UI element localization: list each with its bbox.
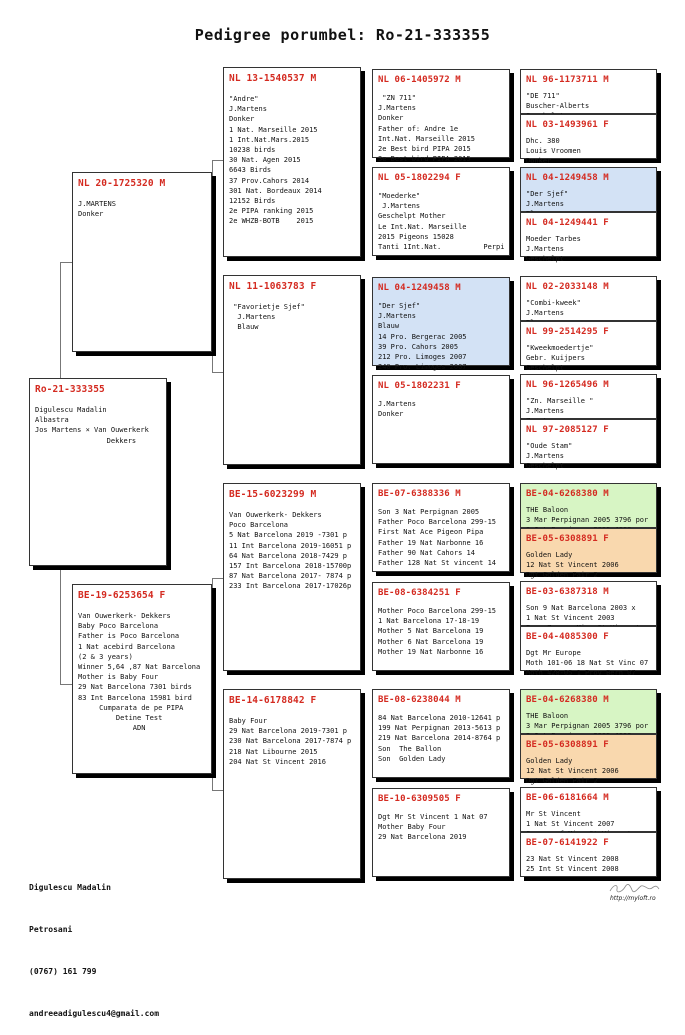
connector-line: [364, 110, 365, 215]
pedigree-card-gen4-11: [520, 626, 657, 678]
card-line: Blauw: [378, 322, 400, 331]
card-line: Donker: [378, 410, 404, 419]
ring-number: NL 04-1249458 M: [526, 173, 609, 183]
card-line: 23 Nat St Vincent 2008: [526, 855, 619, 863]
ring-number: NL 04-1249441 F: [526, 218, 609, 228]
card-line: Buscher-Alberts: [526, 102, 590, 111]
ring-number: BE-08-6384251 F: [378, 588, 461, 598]
pedigree-card-gen4-4: [520, 276, 657, 321]
pedigree-card-gen4-2: [520, 167, 657, 212]
card-line: 25 Int St Vincent 2008: [526, 865, 619, 874]
ring-number: NL 97-2085127 F: [526, 425, 609, 435]
card-line: 3 Mar Perpignan 2005 3796 por: [526, 722, 649, 731]
ring-number: NL 02-2033148 M: [526, 282, 609, 292]
card-line: Son Golden Lady: [378, 754, 446, 763]
card-line: "Andre": [229, 95, 259, 103]
ring-number: NL 20-1725320 M: [78, 178, 166, 189]
pedigree-card-gen3-7: [372, 788, 510, 877]
card-line: "Favorietje Sjef": [229, 303, 305, 311]
ring-number: BE-04-6268380 M: [526, 489, 609, 499]
card-line: Golden Lady: [526, 551, 573, 559]
card-line: Mother Baby Four: [378, 823, 446, 832]
card-line: 29 Nat Barcelona 2019: [378, 833, 467, 842]
card-line: 3e Best bird PIPA 2015: [378, 155, 471, 164]
connector-line: [364, 528, 365, 633]
card-line: Dgt Golden Pair 2: [526, 777, 598, 786]
pedigree-card-gen4-5: [520, 321, 657, 373]
card-line: ADN: [78, 724, 146, 733]
ring-number: BE-03-6387318 M: [526, 587, 609, 597]
ring-number: NL 06-1405972 M: [378, 75, 461, 85]
card-line: "Zn. Marseille ": [526, 397, 594, 405]
card-line: Mother Poco Barcelona 299-15: [378, 607, 497, 615]
card-line: "Der Sjef": [378, 302, 421, 310]
ring-number: BE-05-6308891 F: [526, 534, 609, 544]
card-line: 219 Nat Barcelona 2014-8764 p: [378, 734, 501, 743]
connector-line: [212, 790, 223, 791]
card-line: J.Martens: [526, 245, 564, 254]
connector-line: [60, 262, 72, 263]
pedigree-card-gen4-12: [520, 689, 657, 734]
card-line: Blauw: [229, 323, 259, 332]
owner-contact: [29, 853, 159, 1035]
card-line: 1 Nat. Marseille 2015: [229, 125, 318, 134]
card-line: 87 Nat Barcelona 2017- 7874 p: [229, 572, 352, 581]
card-line: 240 Pro. Limoges 2007: [378, 363, 467, 372]
pedigree-card-gen3-0: [372, 69, 510, 164]
card-line: THE Baloon: [526, 506, 569, 514]
card-line: 199 Nat Perpignan 2013-5613 p: [378, 724, 501, 733]
card-line: Father Poco Barcelona 299-15: [378, 518, 497, 527]
ring-number: NL 04-1249458 M: [378, 283, 461, 293]
card-line: Moth 428-05 1 Prov Bern 07: [526, 669, 636, 678]
card-line: 212 Pro. Limoges 2007: [378, 353, 467, 362]
connector-line: [60, 684, 72, 685]
card-line: Gebr. Kuijpers: [526, 354, 586, 363]
card-line: Golden Lady: [526, 757, 573, 765]
card-line: 157 Int Barcelona 2018-15700p: [229, 562, 352, 571]
ring-number: BE-08-6238044 M: [378, 695, 461, 705]
card-line: (2 & 3 years): [78, 652, 133, 661]
card-line: Geschelpt Mother: [378, 212, 446, 221]
card-line: 3 Mar Perpignan 2005 3796 por: [526, 516, 649, 525]
card-line: 301 Nat. Bordeaux 2014: [229, 186, 322, 195]
card-line: 230 Nat Barcelona 2017-7874 p: [229, 737, 352, 746]
ring-number: BE-04-6268380 M: [526, 695, 609, 705]
card-line: Moth 101-06 18 Nat St Vinc 07: [526, 659, 649, 668]
card-line: Mr St Vincent: [526, 810, 581, 818]
signature-icon: [608, 882, 660, 894]
card-line: "Moederke": [378, 192, 421, 200]
owner-name: Digulescu Madalin: [29, 883, 111, 892]
pedigree-card-gen3-1: [372, 167, 510, 256]
card-line: 1 Int.Nat.Mars.2015: [229, 135, 310, 144]
card-line: Digulescu Madalin: [35, 406, 107, 414]
pedigree-card-dam: [72, 584, 212, 774]
card-line: "Combi-kweek": [526, 299, 581, 307]
ring-number: BE-05-6308891 F: [526, 740, 609, 750]
connector-line: [364, 322, 365, 427]
ring-number: BE-07-6141922 F: [526, 838, 609, 848]
card-line: J.Martens: [526, 452, 564, 461]
card-line: J.Martens: [378, 312, 416, 321]
ring-number: BE-06-6181664 M: [526, 793, 609, 803]
logo-url[interactable]: http://myloft.ro: [610, 895, 656, 902]
card-line: 5 Nat Barcelona 2019 -7301 p: [229, 531, 348, 540]
connector-line: [212, 372, 223, 373]
card-line: 30 Nat. Agen 2015: [229, 156, 301, 165]
card-line: J.Martens: [378, 400, 416, 408]
pedigree-card-gen3-6: [372, 689, 510, 778]
card-line: Dgt Golden Pair 2: [526, 571, 598, 580]
owner-phone: (0767) 161 799: [29, 967, 97, 976]
connector-line: [212, 160, 223, 161]
ring-number: NL 05-1802231 F: [378, 381, 461, 391]
connector-line: [212, 160, 213, 372]
owner-city: Petrosani: [29, 925, 73, 934]
card-line: 204 Nat St Vincent 2016: [229, 757, 326, 766]
card-line: Dgt Mr Europe: [526, 649, 581, 657]
card-line: Geschelpt: [526, 364, 564, 373]
card-line: 1 Nat acebird Barcelona: [78, 642, 175, 651]
card-line: 39 Pro. Cahors 2005: [378, 342, 459, 351]
card-line: Van Ouwerkerk- Dekkers: [229, 511, 322, 519]
card-line: Int.Nat. Marseille 2015: [378, 134, 475, 143]
card-line: 37 Prov.Cahors 2014: [229, 176, 310, 185]
card-line: Dhc. 380: [526, 137, 560, 145]
pedigree-card-sire: [72, 172, 212, 352]
card-line: Dgt Mr St Vincent 1 Nat 07: [378, 813, 488, 821]
ring-number: NL 11-1063783 F: [229, 281, 317, 292]
card-line: 2e Best bird PIPA 2015: [378, 145, 471, 154]
card-line: Father 128 Nat St vincent 14: [378, 559, 497, 568]
card-line: Donker: [78, 210, 104, 219]
pedigree-card-gen3-4: [372, 483, 510, 572]
card-line: 14 Pro. Bergerac 2005: [378, 332, 467, 341]
card-line: Father 90 Nat Cahors 14: [378, 548, 475, 557]
card-line: Mother is Baby Four: [78, 673, 159, 682]
page-title: Pedigree porumbel: Ro-21-333355: [194, 26, 491, 44]
ring-number: BE-07-6388336 M: [378, 489, 461, 499]
card-line: Cumparata de pe PIPA: [78, 703, 184, 712]
card-line: 12 Nat St Vincent 2006: [526, 561, 619, 570]
card-line: 1 Nat St Vincent 2007: [526, 820, 615, 829]
card-line: J.MARTENS: [78, 200, 116, 208]
card-line: Geschelpt: [526, 462, 564, 471]
card-line: J.Martens: [526, 200, 564, 209]
card-line: Father of: Andre 1e: [378, 124, 459, 133]
card-line: 84 Nat Barcelona 2010-12641 p: [378, 714, 501, 722]
pedigree-card-gen4-14: [520, 787, 657, 832]
ring-number: NL 99-2514295 F: [526, 327, 609, 337]
ring-number: Ro-21-333355: [35, 384, 105, 395]
card-line: First Nat Ace Pigeon Pipa: [378, 528, 484, 537]
card-line: J.Martens: [526, 407, 564, 416]
card-line: 83 Int Barcelona 15981 bird: [78, 693, 192, 702]
card-line: 6643 Birds: [229, 166, 272, 175]
pedigree-card-gen4-13: [520, 734, 657, 786]
card-line: J.Martens: [378, 202, 421, 211]
ring-number: NL 96-1265496 M: [526, 380, 609, 390]
card-line: Winner 5,64 ,87 Nat Barcelona: [78, 663, 201, 672]
card-line: Mother 5 Nat Barcelona 19: [378, 627, 484, 636]
pedigree-card-gen2-3: [223, 689, 361, 879]
card-line: THE Baloon: [526, 712, 569, 720]
card-line: Father 19 Nat Narbonne 16: [378, 538, 484, 547]
card-line: Donker: [378, 114, 404, 123]
pedigree-card-gen4-9: [520, 528, 657, 580]
myloft-logo: [606, 882, 664, 906]
pedigree-card-subject: [29, 378, 167, 566]
pedigree-card-gen3-3: [372, 375, 510, 464]
ring-number: NL 13-1540537 M: [229, 73, 317, 84]
connector-line: [212, 578, 213, 790]
card-line: "Der Sjef": [526, 190, 569, 198]
card-line: "Kweekmoedertje": [526, 344, 594, 352]
ring-number: BE-10-6309505 F: [378, 794, 461, 804]
card-line: 2e WHZB-BOTB 2015: [229, 217, 314, 226]
card-line: J.Martens: [378, 104, 416, 113]
card-line: Poco Barcelona: [229, 521, 289, 530]
pedigree-card-gen4-0: [520, 69, 657, 114]
card-line: 29 Nat Barcelona 2019-7301 p: [229, 727, 348, 736]
card-line: 1 Nat St Vincent 2003: [526, 614, 615, 623]
card-line: Father is Poco Barcelona: [78, 632, 180, 641]
pedigree-card-gen2-1: [223, 275, 361, 465]
card-line: "Oude Stam": [526, 442, 573, 450]
card-line: 10238 birds: [229, 146, 276, 155]
card-line: Jos Martens × Van Ouwerkerk: [35, 426, 149, 435]
card-line: Mother 19 Nat Narbonne 16: [378, 647, 484, 656]
pedigree-card-gen3-5: [372, 582, 510, 671]
card-line: 233 Int Barcelona 2017-17026p: [229, 582, 352, 591]
card-line: 29 Nat Barcelona 7301 birds: [78, 683, 192, 692]
ring-number: BE-19-6253654 F: [78, 590, 166, 601]
card-line: 218 Nat Libourne 2015: [229, 747, 318, 756]
pedigree-card-gen4-3: [520, 212, 657, 264]
card-line: 12 Nat St Vincent 2006: [526, 767, 619, 776]
pedigree-card-gen4-6: [520, 374, 657, 419]
card-line: Van Ouwerkerk- Dekkers: [78, 612, 171, 620]
card-line: J.Martens: [229, 313, 276, 322]
ring-number: BE-04-4085300 F: [526, 632, 609, 642]
card-line: Son The Ballon: [378, 744, 442, 753]
card-line: Mother 6 Nat Barcelona 19: [378, 637, 484, 646]
pedigree-card-gen4-15: [520, 832, 657, 877]
card-line: Son 3 Nat Perpignan 2005: [378, 508, 480, 516]
card-line: Baby Four: [229, 717, 267, 725]
card-line: Le Int.Nat. Marseille: [378, 222, 467, 231]
card-line: Donker: [526, 157, 552, 166]
pedigree-card-gen4-1: [520, 114, 657, 166]
card-line: Tanti 1Int.Nat. Perpi: [378, 243, 505, 252]
card-line: Baby Poco Barcelona: [78, 622, 159, 631]
card-line: Louis Vroomen: [526, 147, 581, 156]
pedigree-card-gen2-0: [223, 67, 361, 257]
connector-line: [364, 740, 365, 845]
owner-email[interactable]: andreeadigulescu4@gmail.com: [29, 1009, 160, 1018]
card-line: "DE 711": [526, 92, 560, 100]
card-line: 64 Nat Barcelona 2018-7429 p: [229, 551, 348, 560]
pedigree-card-gen3-2: [372, 277, 510, 372]
ring-number: BE-15-6023299 M: [229, 489, 317, 500]
card-line: J.Martens: [526, 309, 564, 318]
card-line: 2e PIPA ranking 2015: [229, 207, 314, 216]
card-line: 11 Int Barcelona 2019-16051 p: [229, 541, 352, 550]
pedigree-card-gen4-7: [520, 419, 657, 471]
card-line: Donker: [229, 115, 255, 124]
ring-number: BE-14-6178842 F: [229, 695, 317, 706]
ring-number: NL 03-1493961 F: [526, 120, 609, 130]
card-line: Dekkers: [35, 436, 137, 445]
card-line: Albastra: [35, 416, 69, 425]
connector-line: [212, 578, 223, 579]
card-line: Moeder Tarbes: [526, 235, 581, 243]
card-line: 12152 Birds: [229, 197, 276, 206]
pedigree-card-gen2-2: [223, 483, 361, 671]
card-line: Son 9 Nat Barcelona 2003 x: [526, 604, 636, 612]
card-line: Detine Test: [78, 714, 163, 723]
card-line: 2015 Pigeons 15028: [378, 232, 454, 241]
card-line: Geschelpt: [526, 255, 564, 264]
pedigree-card-gen4-8: [520, 483, 657, 528]
ring-number: NL 96-1173711 M: [526, 75, 609, 85]
ring-number: NL 05-1802294 F: [378, 173, 461, 183]
card-line: J.Martens: [229, 105, 267, 114]
pedigree-card-gen4-10: [520, 581, 657, 626]
card-line: "ZN 711": [378, 94, 416, 102]
card-line: 1 Nat Barcelona 17-18-19: [378, 617, 480, 626]
